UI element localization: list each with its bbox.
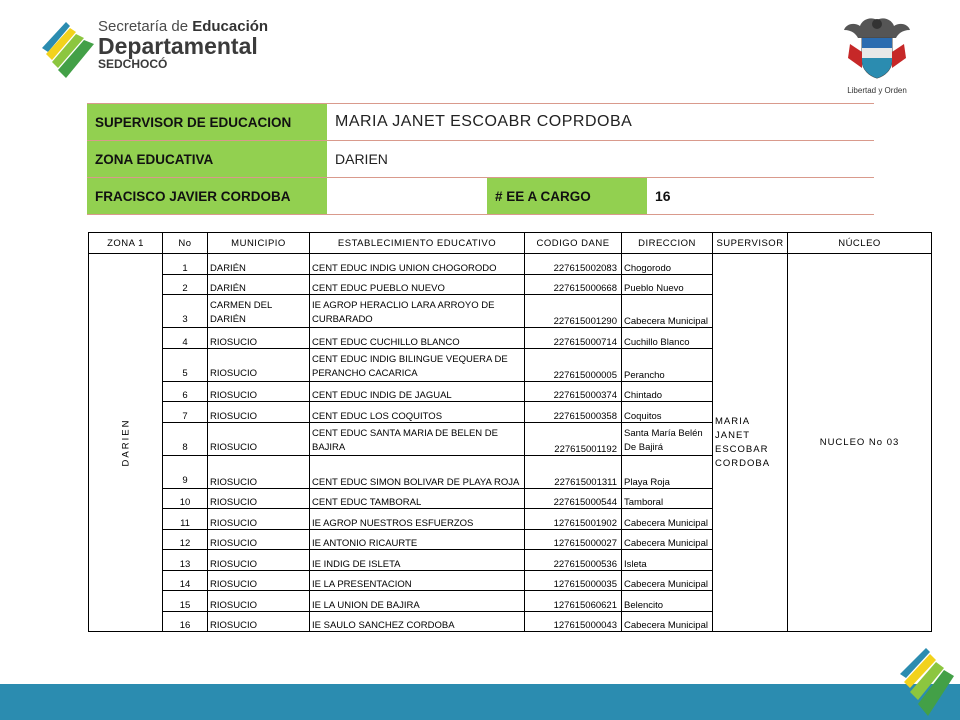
row-municipio: DARIÉN	[208, 254, 310, 275]
logo-stripes-icon	[36, 18, 98, 84]
row-codigo: 127615000043	[525, 611, 622, 632]
header-municipio: MUNICIPIO	[208, 233, 310, 254]
sedchoco-logo	[36, 18, 276, 84]
row-codigo: 227615000358	[525, 402, 622, 423]
logo-line-3: SEDCHOCÓ	[98, 57, 168, 71]
logo-line-1: Secretaría de Educación	[98, 18, 269, 35]
row-municipio: RIOSUCIO	[208, 328, 310, 349]
summary-table	[87, 103, 874, 215]
row-municipio: RIOSUCIO	[208, 591, 310, 612]
row-codigo: 227615001290	[525, 295, 622, 328]
row-direccion: Pueblo Nuevo	[622, 274, 713, 295]
row-direccion: Tamboral	[622, 488, 713, 509]
row-direccion: Belencito	[622, 591, 713, 612]
row-establecimiento: IE ANTONIO RICAURTE	[310, 529, 525, 550]
count-value: 16	[647, 178, 874, 215]
row-codigo: 127615000035	[525, 570, 622, 591]
row-direccion: Playa Roja	[622, 455, 713, 488]
row-codigo: 127615060621	[525, 591, 622, 612]
row-direccion: Coquitos	[622, 402, 713, 423]
row-no: 1	[163, 254, 208, 275]
row-municipio: RIOSUCIO	[208, 611, 310, 632]
summary-row-zone	[87, 141, 874, 178]
row-municipio: RIOSUCIO	[208, 529, 310, 550]
row-municipio: RIOSUCIO	[208, 381, 310, 402]
row-codigo: 227615000714	[525, 328, 622, 349]
row-codigo: 127615001902	[525, 509, 622, 530]
row-no: 11	[163, 509, 208, 530]
coat-of-arms	[840, 14, 914, 100]
row-no: 7	[163, 402, 208, 423]
row-municipio: RIOSUCIO	[208, 455, 310, 488]
header-zona: ZONA 1	[89, 233, 163, 254]
row-no: 15	[163, 591, 208, 612]
row-establecimiento: CENT EDUC SIMON BOLIVAR DE PLAYA ROJA	[310, 455, 525, 488]
header-codigo: CODIGO DANE	[525, 233, 622, 254]
row-no: 10	[163, 488, 208, 509]
row-codigo: 227615000668	[525, 274, 622, 295]
header-direccion: DIRECCION	[622, 233, 713, 254]
row-no: 5	[163, 348, 208, 381]
supervisor-value: MARIA JANET ESCOABR COPRDOBA	[327, 104, 874, 141]
row-direccion: Santa María Belén De Bajirá	[622, 422, 713, 455]
summary-row-supervisor	[87, 104, 874, 141]
row-no: 4	[163, 328, 208, 349]
coat-of-arms-icon	[840, 14, 914, 86]
row-direccion: Cabecera Municipal	[622, 295, 713, 328]
row-codigo: 227615001311	[525, 455, 622, 488]
nucleo-cell: NUCLEO No 03	[788, 254, 932, 632]
footer-bar	[0, 684, 960, 720]
row-establecimiento: CENT EDUC TAMBORAL	[310, 488, 525, 509]
row-codigo: 227615002083	[525, 254, 622, 275]
row-establecimiento: CENT EDUC PUEBLO NUEVO	[310, 274, 525, 295]
row-municipio: RIOSUCIO	[208, 422, 310, 455]
crest-caption: Libertad y Orden	[847, 86, 907, 95]
row-no: 12	[163, 529, 208, 550]
row-municipio: DARIÉN	[208, 274, 310, 295]
row-no: 6	[163, 381, 208, 402]
table-header-row	[89, 233, 932, 254]
row-direccion: Perancho	[622, 348, 713, 381]
row-no: 13	[163, 550, 208, 571]
row-establecimiento: IE LA PRESENTACION	[310, 570, 525, 591]
row-no: 2	[163, 274, 208, 295]
row-municipio: RIOSUCIO	[208, 570, 310, 591]
row-establecimiento: CENT EDUC LOS COQUITOS	[310, 402, 525, 423]
row-establecimiento: IE LA UNION DE BAJIRA	[310, 591, 525, 612]
row-codigo: 227615000544	[525, 488, 622, 509]
row-establecimiento: IE SAULO SANCHEZ CORDOBA	[310, 611, 525, 632]
logo-line-2: Departamental	[98, 33, 258, 59]
row-municipio: RIOSUCIO	[208, 402, 310, 423]
row-codigo: 127615000027	[525, 529, 622, 550]
row-municipio: RIOSUCIO	[208, 550, 310, 571]
supervisor-label: SUPERVISOR DE EDUCACION	[87, 104, 327, 141]
row-direccion: Chogorodo	[622, 254, 713, 275]
count-label: # EE A CARGO	[487, 178, 647, 215]
zone-label: ZONA EDUCATIVA	[87, 141, 327, 178]
row-direccion: Cabecera Municipal	[622, 509, 713, 530]
row-direccion: Cabecera Municipal	[622, 570, 713, 591]
row-direccion: Isleta	[622, 550, 713, 571]
row-establecimiento: CENT EDUC CUCHILLO BLANCO	[310, 328, 525, 349]
row-no: 3	[163, 295, 208, 328]
row-establecimiento: IE AGROP NUESTROS ESFUERZOS	[310, 509, 525, 530]
row-direccion: Cuchillo Blanco	[622, 328, 713, 349]
row-establecimiento: IE AGROP HERACLIO LARA ARROYO DE CURBARADO	[310, 295, 525, 328]
row-establecimiento: CENT EDUC INDIG DE JAGUAL	[310, 381, 525, 402]
empty-cell	[327, 178, 487, 215]
person-label: FRACISCO JAVIER CORDOBA	[87, 178, 327, 215]
row-establecimiento: CENT EDUC INDIG BILINGUE VEQUERA DE PERANCHO CACARICA	[310, 348, 525, 381]
corner-stripes-icon	[892, 648, 960, 720]
header-nucleo: NÚCLEO	[788, 233, 932, 254]
row-municipio: CARMEN DEL DARIÉN	[208, 295, 310, 328]
row-no: 14	[163, 570, 208, 591]
row-establecimiento: CENT EDUC SANTA MARIA DE BELEN DE BAJIRA	[310, 422, 525, 455]
row-no: 8	[163, 422, 208, 455]
row-direccion: Chintado	[622, 381, 713, 402]
row-codigo: 227615000374	[525, 381, 622, 402]
row-direccion: Cabecera Municipal	[622, 529, 713, 550]
row-no: 16	[163, 611, 208, 632]
row-establecimiento: CENT EDUC INDIG UNION CHOGORODO	[310, 254, 525, 275]
supervisor-cell: MARIA JANET ESCOBAR CORDOBA	[713, 254, 788, 632]
row-no: 9	[163, 455, 208, 488]
header-supervisor: SUPERVISOR	[713, 233, 788, 254]
row-municipio: RIOSUCIO	[208, 488, 310, 509]
header-establecimiento: ESTABLECIMIENTO EDUCATIVO	[310, 233, 525, 254]
row-municipio: RIOSUCIO	[208, 509, 310, 530]
row-codigo: 227615000005	[525, 348, 622, 381]
header-no: No	[163, 233, 208, 254]
summary-row-count	[87, 178, 874, 215]
row-establecimiento: IE INDIG DE ISLETA	[310, 550, 525, 571]
zone-cell: DARIEN	[89, 254, 163, 632]
zone-value: DARIEN	[327, 141, 874, 178]
row-codigo: 227615000536	[525, 550, 622, 571]
row-direccion: Cabecera Municipal	[622, 611, 713, 632]
row-codigo: 227615001192	[525, 422, 622, 455]
establishments-table	[88, 232, 932, 632]
row-municipio: RIOSUCIO	[208, 348, 310, 381]
table-row	[89, 254, 932, 275]
